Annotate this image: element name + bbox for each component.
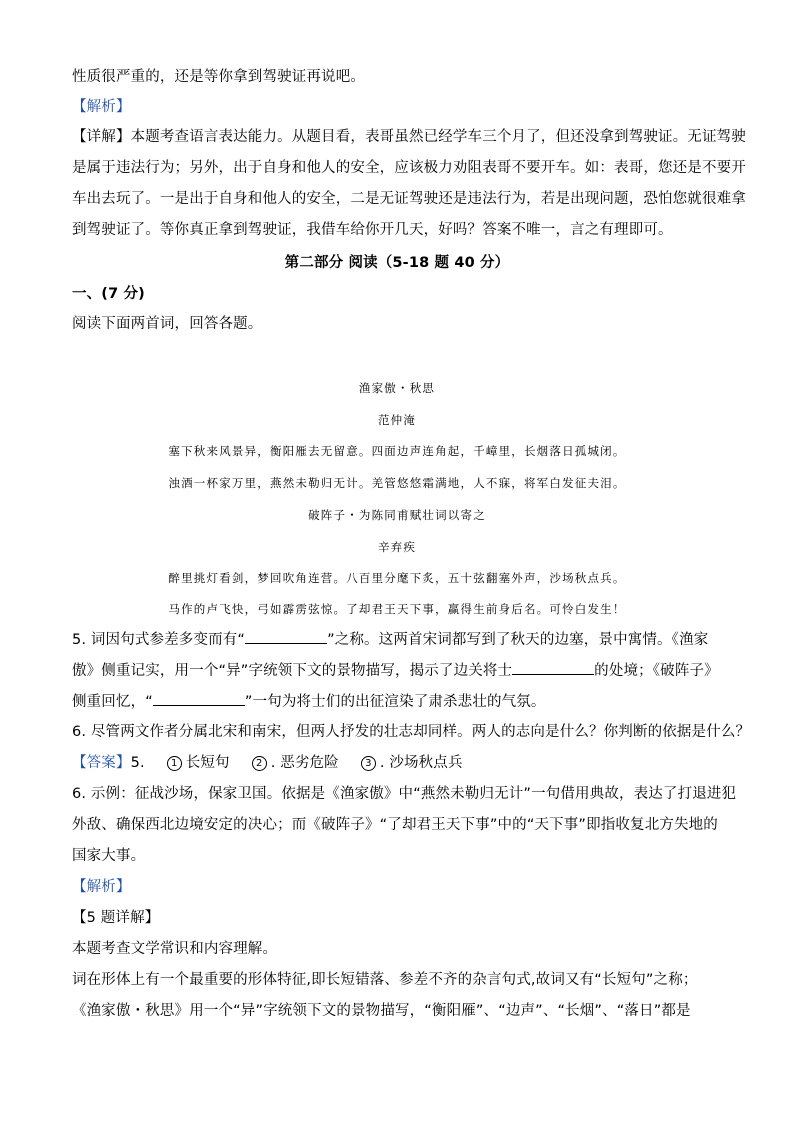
jiexi-label: 【解析】 [72, 99, 131, 115]
detail-line: 车出去玩了。一是出于自身和他人的安全，二是无证驾驶还是违法行为，若是出现问题，恐怕您就很难拿 [72, 191, 746, 207]
analysis-label: 【解析】 [72, 879, 131, 895]
answer-blank [153, 690, 245, 706]
prev-answer-end: 性质很严重的，还是等你拿到驾驶证再说吧。 [72, 69, 365, 85]
poem2-line: 醉里挑灯看剑，梦回吹角连营。八百里分麾下炙，五十弦翻塞外声，沙场秋点兵。 [168, 571, 626, 585]
circled-number-3: 3 [361, 756, 376, 771]
question-5-line: 傲》侧重记实，用一个“异”字统领下文的景物描写，揭示了边关将士 的处境；《破阵子》 [72, 659, 732, 681]
detail-line: 到驾驶证了。等你真正拿到驾驶证，我借车给你开几天，好吗？答案不唯一，言之有理即可。 [72, 222, 673, 238]
detail-line: 【详解】本题考查语言表达能力。从题目看，表哥虽然已经学车三个月了，但还没拿到驾驶证。无证驾驶 [72, 129, 746, 145]
question-5-line: 5. 词因句式参差多变而有“ ”之称。这两首宋词都写到了秋天的边塞，景中寓情。《渔家 [72, 628, 732, 650]
circled-number-2: 2 [252, 756, 267, 771]
poem1-title: 渔家傲・秋思 [358, 381, 436, 395]
part-heading: 一、(7 分) [72, 286, 145, 302]
answer-line: 【答案】5. 1 长短句 2 . 恶劣危险 3 . 沙场秋点兵 [72, 755, 463, 771]
answer-6-line: 6. 示例：征战沙场，保家卫国。依据是《渔家傲》中“燕然未勒归无计”一句借用典故，表达了打退进犯 [72, 786, 737, 802]
answer-label: 【答案】 [72, 755, 131, 771]
analysis-line: 本题考查文学常识和内容理解。 [72, 941, 278, 957]
analysis-subheading: 【5 题详解】 [72, 910, 160, 926]
answer-6-line: 国家大事。 [72, 848, 146, 864]
analysis-line: 词在形体上有一个最重要的形体特征,即长短错落、参差不齐的杂言句式,故词又有“长短句”之称； [72, 972, 698, 988]
poem2-line: 马作的卢飞快，弓如霹雳弦惊。了却君王天下事，赢得生前身后名。可怜白发生！ [168, 602, 626, 616]
question-5-line: 侧重回忆，“ ”一句为将士们的出征渲染了肃杀悲壮的气氛。 [72, 690, 732, 712]
answer-6-line: 外敌、确保西北边境安定的决心；而《破阵子》“了却君王天下事”中的“天下事”即指收复北方失地的 [72, 817, 718, 833]
answer-blank [512, 659, 594, 675]
question-6: 6. 尽管两文作者分属北宋和南宋，但两人抒发的壮志却同样。两人的志向是什么？你判断的依据是什么？ [72, 724, 751, 740]
poem2-title: 破阵子・为陈同甫赋壮词以寄之 [308, 508, 486, 522]
answer-blank [245, 628, 327, 644]
circled-number-1: 1 [167, 756, 182, 771]
analysis-line: 《渔家傲・秋思》用一个“异”字统领下文的景物描写，“衡阳雁”、“边声”、“长烟”、“落日”都是 [72, 1003, 691, 1019]
section-title: 第二部分 阅读（5-18 题 40 分） [284, 255, 510, 271]
poem2-author: 辛弃疾 [377, 540, 417, 554]
reading-instruction: 阅读下面两首词，回答各题。 [72, 316, 263, 332]
poem1-author: 范仲淹 [377, 413, 417, 427]
poem1-line: 塞下秋来风景异，衡阳雁去无留意。四面边声连角起，千嶂里，长烟落日孤城闭。 [168, 444, 626, 458]
detail-line: 是属于违法行为；另外，出于自身和他人的安全，应该极力劝阻表哥不要开车。如：表哥，您还是不要开 [72, 160, 746, 176]
poem1-line: 浊酒一杯家万里，燕然未勒归无计。羌管悠悠霜满地，人不寐，将军白发征夫泪。 [168, 476, 626, 490]
